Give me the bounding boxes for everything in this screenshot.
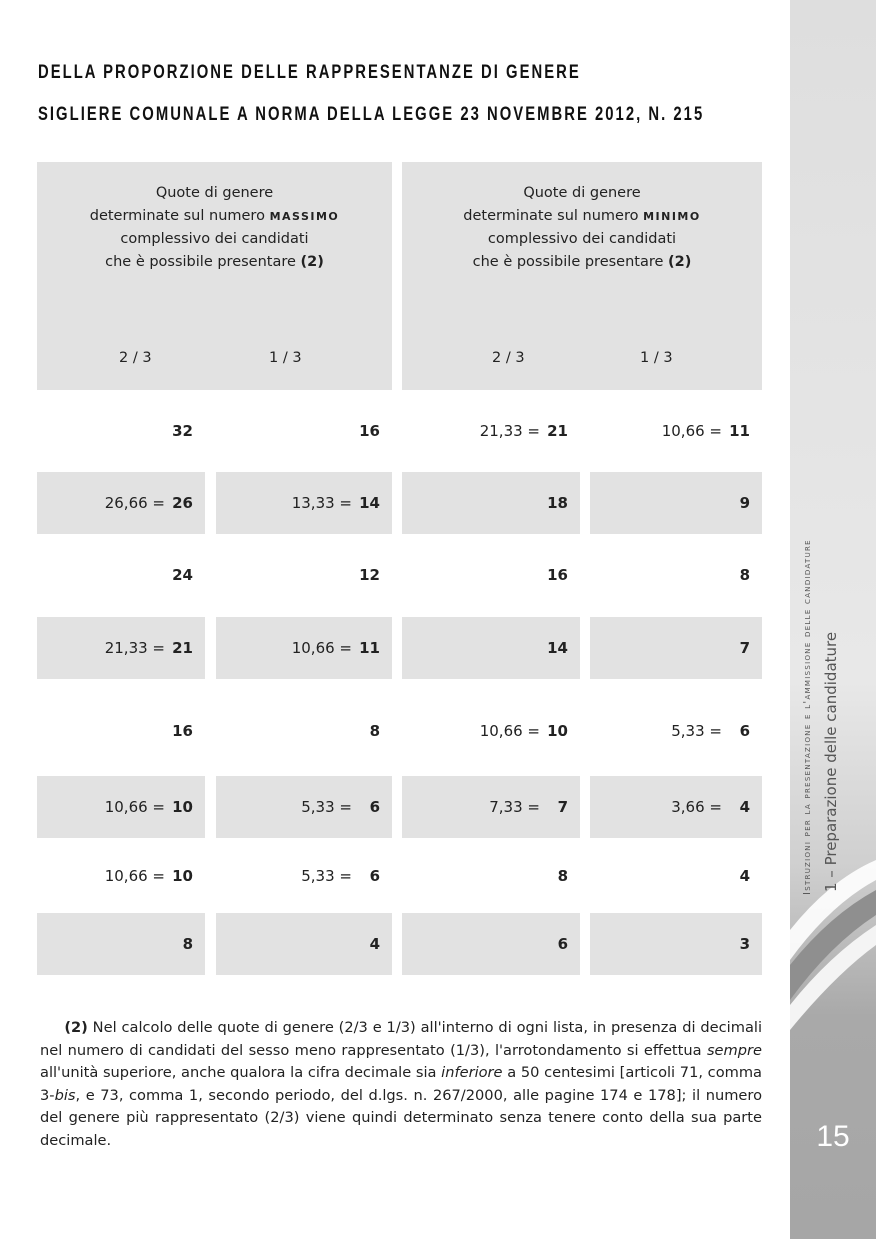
decimal-value: 10,66 = [291, 639, 352, 657]
table-cell [37, 544, 205, 606]
decimal-value: 7,33 = [489, 798, 540, 816]
table-cell [37, 913, 205, 975]
decimal-value: 13,33 = [291, 494, 352, 512]
table-cell [402, 472, 580, 534]
page-title-line-2: SIGLIERE COMUNALE A NORMA DELLA LEGGE 23 NOVEMBRE 2012, N. 215 [38, 104, 705, 125]
table-cell [216, 845, 392, 907]
rounded-value: 32 [172, 422, 193, 440]
decimal-value: 10,66 = [479, 722, 540, 740]
table-cell [402, 913, 580, 975]
rounded-value: 14 [359, 494, 380, 512]
rounded-value: 14 [547, 639, 568, 657]
rounded-value: 4 [739, 798, 750, 816]
header-group-min [402, 162, 762, 390]
table-cell [402, 617, 580, 679]
page-title-line-1: DELLA PROPORZIONE DELLE RAPPRESENTANZE DI GENERE [38, 62, 581, 83]
rounded-value: 8 [557, 867, 568, 885]
table-cell [216, 400, 392, 462]
col-header-2-3: 2 / 3 [119, 350, 152, 366]
rounded-value: 16 [547, 566, 568, 584]
table-cell [402, 400, 580, 462]
rounded-value: 6 [369, 798, 380, 816]
table-cell [37, 617, 205, 679]
rounded-value: 18 [547, 494, 568, 512]
rounded-value: 6 [739, 722, 750, 740]
decimal-value: 5,33 = [671, 722, 722, 740]
rounded-value: 10 [172, 867, 193, 885]
table-cell [37, 700, 205, 762]
decimal-value: 10,66 = [104, 867, 165, 885]
decimal-value: 5,33 = [301, 798, 352, 816]
decimal-value: 3,66 = [671, 798, 722, 816]
decimal-value: 10,66 = [104, 798, 165, 816]
rounded-value: 21 [547, 422, 568, 440]
rounded-value: 8 [739, 566, 750, 584]
table-cell [37, 776, 205, 838]
header-text: Quote di genere [155, 185, 274, 201]
header-text: che è possibile presentare (2) [472, 254, 692, 270]
rounded-value: 26 [172, 494, 193, 512]
header-text: complessivo dei candidati [120, 231, 309, 247]
rounded-value: 7 [739, 639, 750, 657]
header-group-max [37, 162, 392, 390]
decimal-value: 5,33 = [301, 867, 352, 885]
table-cell [216, 700, 392, 762]
rounded-value: 10 [172, 798, 193, 816]
table-cell [216, 913, 392, 975]
rounded-value: 4 [739, 867, 750, 885]
rounded-value: 6 [557, 935, 568, 953]
sidebar [790, 0, 876, 1239]
rounded-value: 4 [369, 935, 380, 953]
table-cell [590, 913, 762, 975]
table-cell [590, 700, 762, 762]
footnote: (2) Nel calcolo delle quote di genere (2/3 e 1/3) all'interno di ogni lista, in presenza di decimali nel numero di candidati del sesso meno rappresentato (1/3), l'arrotondamento si effettua sempre all'unità superiore, anche qualora la cifra decimale sia inferiore a 50 centesimi [articoli 71, comma 3-bis, e 73, comma 1, secondo periodo, del d.lgs. n. 267/2000, alle pagine 174 e 178]; il numero del genere più rappresentato (2/3) viene quindi determinato senza tenere conto della sua parte decimale. [40, 1019, 762, 1149]
rounded-value: 8 [369, 722, 380, 740]
decimal-value: 10,66 = [661, 422, 722, 440]
rounded-value: 11 [359, 639, 380, 657]
table-cell [590, 845, 762, 907]
page-number: 15 [816, 1120, 850, 1153]
rounded-value: 16 [172, 722, 193, 740]
table-cell [590, 400, 762, 462]
rounded-value: 12 [359, 566, 380, 584]
table-cell [402, 700, 580, 762]
table-cell [590, 776, 762, 838]
decimal-value: 21,33 = [479, 422, 540, 440]
table-cell [216, 544, 392, 606]
table-cell [37, 472, 205, 534]
series-title: Istruzioni per la presentazione e l'ammissione delle candidature [802, 539, 813, 895]
decimal-value: 21,33 = [104, 639, 165, 657]
rounded-value: 11 [729, 422, 750, 440]
chapter-title: 1 – Preparazione delle candidature [822, 631, 840, 892]
table-cell [590, 544, 762, 606]
rounded-value: 9 [739, 494, 750, 512]
col-header-1-3: 1 / 3 [269, 350, 302, 366]
col-header-1-3: 1 / 3 [640, 350, 673, 366]
col-header-2-3: 2 / 3 [492, 350, 525, 366]
rounded-value: 10 [547, 722, 568, 740]
header-text: che è possibile presentare (2) [105, 254, 324, 270]
table-cell [216, 617, 392, 679]
header-text: determinate sul numero MASSIMO [89, 208, 340, 224]
table-cell [402, 776, 580, 838]
table-cell [216, 776, 392, 838]
header-text: complessivo dei candidati [487, 231, 677, 247]
table-cell [37, 845, 205, 907]
table-cell [590, 472, 762, 534]
rounded-value: 3 [739, 935, 750, 953]
header-text: Quote di genere [523, 185, 641, 201]
rounded-value: 7 [557, 798, 568, 816]
table-cell [402, 845, 580, 907]
table-cell [37, 400, 205, 462]
rounded-value: 6 [369, 867, 380, 885]
rounded-value: 24 [172, 566, 193, 584]
table-cell [402, 544, 580, 606]
decimal-value: 26,66 = [104, 494, 165, 512]
rounded-value: 21 [172, 639, 193, 657]
table-cell [216, 472, 392, 534]
table-cell [590, 617, 762, 679]
rounded-value: 16 [359, 422, 380, 440]
rounded-value: 8 [182, 935, 193, 953]
header-text: determinate sul numero MINIMO [463, 208, 701, 224]
